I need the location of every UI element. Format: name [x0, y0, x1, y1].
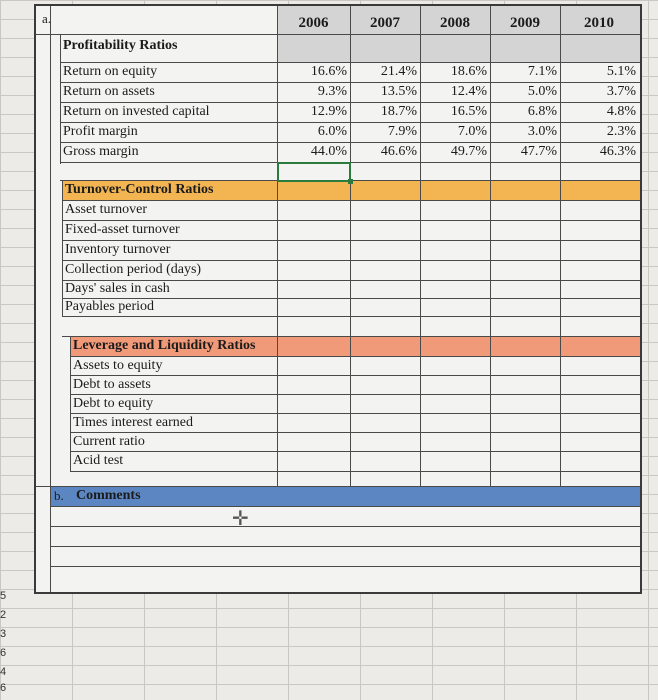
- row-label-assets-to-equity[interactable]: Assets to equity: [73, 358, 163, 373]
- cell-cursor-icon: ✛: [232, 506, 249, 530]
- grid-line: [70, 432, 640, 433]
- value-cell[interactable]: 46.6%: [380, 144, 417, 159]
- row-label-asset-turnover[interactable]: Asset turnover: [65, 202, 148, 217]
- grid-line: [50, 546, 640, 547]
- row-label-collection-period[interactable]: Collection period (days): [65, 262, 202, 277]
- row-number[interactable]: 4: [0, 666, 7, 678]
- value-cell[interactable]: 9.3%: [317, 84, 347, 99]
- grid-line: [62, 316, 640, 317]
- value-cell[interactable]: 49.7%: [450, 144, 487, 159]
- part-a-label: a.: [42, 11, 52, 26]
- profitability-title[interactable]: Profitability Ratios: [63, 38, 178, 53]
- row-number[interactable]: 2: [0, 609, 7, 621]
- value-cell[interactable]: 47.7%: [520, 144, 557, 159]
- value-cell[interactable]: 2.3%: [606, 124, 636, 139]
- year-header-2006[interactable]: 2006: [298, 15, 329, 31]
- row-label-times-interest-earned[interactable]: Times interest earned: [73, 415, 194, 430]
- year-header-2009[interactable]: 2009: [510, 15, 540, 31]
- part-b-label: b.: [54, 488, 64, 503]
- value-cell[interactable]: 5.0%: [527, 84, 557, 99]
- row-number-column: [0, 590, 12, 700]
- value-cell[interactable]: 44.0%: [310, 144, 347, 159]
- value-cell[interactable]: 13.5%: [380, 84, 417, 99]
- row-label-debt-to-assets[interactable]: Debt to assets: [73, 377, 151, 392]
- grid-line: [70, 375, 640, 376]
- grid-line: [36, 34, 640, 35]
- value-cell[interactable]: 16.5%: [450, 104, 487, 119]
- year-header-2008[interactable]: 2008: [440, 15, 470, 31]
- fill-handle[interactable]: [348, 179, 353, 184]
- ratio-table: [34, 4, 642, 594]
- year-header-2007[interactable]: 2007: [370, 15, 400, 31]
- row-label-gross-margin[interactable]: Gross margin: [63, 144, 139, 159]
- value-cell[interactable]: 46.3%: [599, 144, 636, 159]
- value-cell[interactable]: 6.8%: [527, 104, 557, 119]
- row-label-current-ratio[interactable]: Current ratio: [73, 434, 145, 449]
- active-cell-selection[interactable]: [277, 162, 351, 182]
- grid-line: [50, 506, 640, 507]
- value-cell[interactable]: 21.4%: [380, 64, 417, 79]
- row-label-debt-to-equity[interactable]: Debt to equity: [73, 396, 154, 411]
- row-label-acid-test[interactable]: Acid test: [73, 453, 124, 468]
- turnover-title[interactable]: Turnover-Control Ratios: [65, 182, 214, 197]
- grid-line: [70, 471, 640, 472]
- value-cell[interactable]: 7.0%: [457, 124, 487, 139]
- value-cell[interactable]: 16.6%: [310, 64, 347, 79]
- row-number[interactable]: 6: [0, 682, 7, 694]
- value-cell[interactable]: 3.0%: [527, 124, 557, 139]
- row-label-days-sales-in-cash[interactable]: Days' sales in cash: [65, 281, 170, 296]
- grid-line: [70, 394, 640, 395]
- comments-title[interactable]: Comments: [76, 488, 141, 503]
- row-number[interactable]: 5: [0, 590, 7, 602]
- value-cell[interactable]: 12.9%: [310, 104, 347, 119]
- leverage-title[interactable]: Leverage and Liquidity Ratios: [73, 338, 256, 353]
- value-cell[interactable]: 7.1%: [527, 64, 557, 79]
- row-number[interactable]: 3: [0, 628, 7, 640]
- row-label-inventory-turnover[interactable]: Inventory turnover: [65, 242, 171, 257]
- grid-line: [50, 6, 51, 592]
- value-cell[interactable]: 12.4%: [450, 84, 487, 99]
- row-label-return-on-invested-capital[interactable]: Return on invested capital: [63, 104, 210, 119]
- value-cell[interactable]: 7.9%: [387, 124, 417, 139]
- row-label-payables-period[interactable]: Payables period: [65, 299, 155, 314]
- grid-line: [70, 451, 640, 452]
- value-cell[interactable]: 6.0%: [317, 124, 347, 139]
- row-label-fixed-asset-turnover[interactable]: Fixed-asset turnover: [65, 222, 180, 237]
- value-cell[interactable]: 18.7%: [380, 104, 417, 119]
- grid-line: [62, 200, 640, 201]
- value-cell[interactable]: 4.8%: [606, 104, 636, 119]
- value-cell[interactable]: 5.1%: [606, 64, 636, 79]
- grid-line: [50, 526, 640, 527]
- grid-line: [50, 566, 640, 567]
- value-cell[interactable]: 3.7%: [606, 84, 636, 99]
- year-header-2010[interactable]: 2010: [584, 15, 614, 31]
- grid-line: [60, 34, 61, 164]
- row-label-return-on-assets[interactable]: Return on assets: [63, 84, 155, 99]
- row-number[interactable]: 6: [0, 647, 7, 659]
- row-label-profit-margin[interactable]: Profit margin: [63, 124, 138, 139]
- row-label-return-on-equity[interactable]: Return on equity: [63, 64, 158, 79]
- value-cell[interactable]: 18.6%: [450, 64, 487, 79]
